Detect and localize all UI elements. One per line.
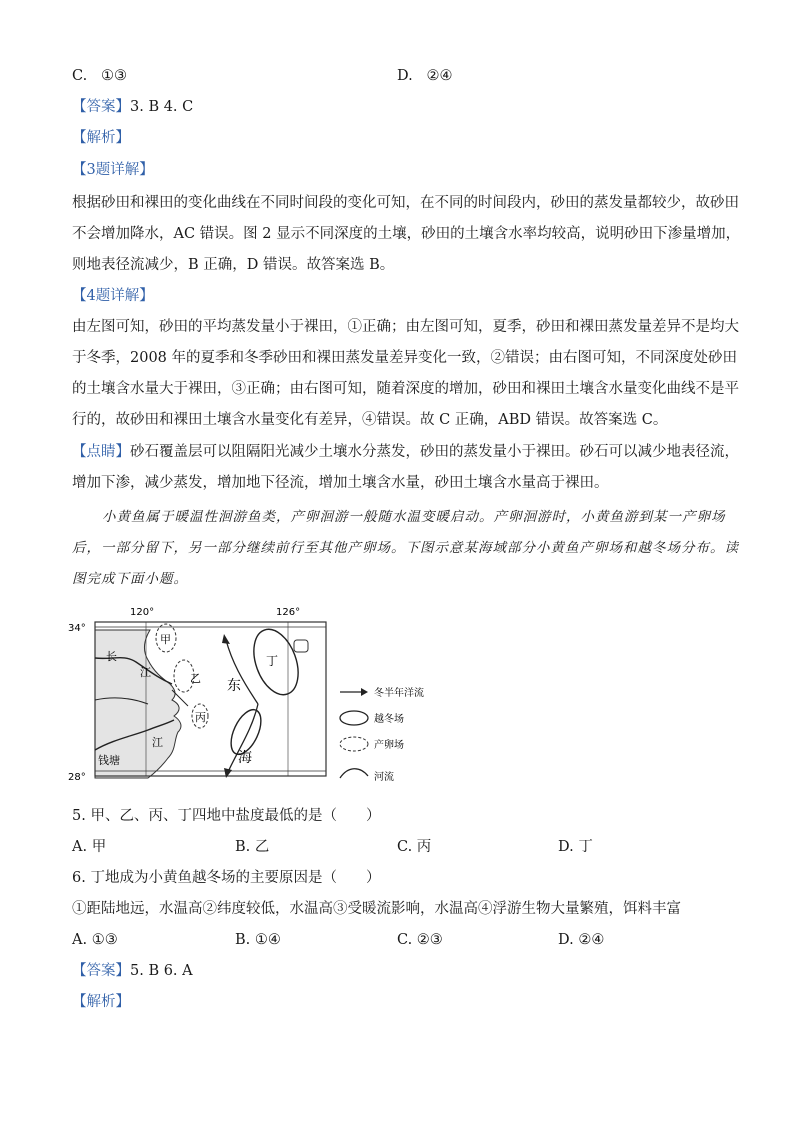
q6-option-a: A. ①③: [72, 932, 118, 948]
passage-line: 图完成下面小题。: [72, 571, 188, 587]
lat-28-label: 28°: [68, 772, 86, 783]
q5-stem: 5. 甲、乙、丙、丁四地中盐度最低的是（ ）: [72, 808, 381, 824]
qiantang-label-1: 钱塘: [98, 754, 120, 767]
q5-option-c: C. 丙: [397, 839, 432, 855]
legend-spawn: 产卵场: [374, 740, 404, 751]
q4-detail-line: 由左图可知，砂田的平均蒸发量小于裸田，①正确；由左图可知，夏季，砂田和裸田蒸发量差异不是均大: [72, 319, 739, 335]
q4-detail-line: 行的，故砂田和裸田土壤含水量变化有差异，④错误。故 C 正确，ABD 错误。故答案选 C。: [72, 412, 668, 428]
qiantang-label-2: 江: [152, 736, 163, 749]
q4-detail-line: 的土壤含水量大于裸田，③正确；由右图可知，随着深度的增加，砂田和裸田土壤含水量变化曲线不是平: [72, 381, 739, 397]
q5-option-b: B. 乙: [235, 839, 270, 855]
answer-line-2: 【答案】5. B 6. A: [72, 963, 193, 979]
yi-label: 乙: [190, 672, 201, 685]
island: [294, 640, 308, 652]
legend-current: 冬半年洋流: [374, 688, 424, 699]
passage-line: 后，一部分留下，另一部分继续前行至其他产卵场。下图示意某海域部分小黄鱼产卵场和越冬场分布。读: [72, 540, 739, 556]
changjiang-label-1: 长: [106, 650, 117, 663]
answer-line-1: 【答案】3. B 4. C: [72, 99, 194, 115]
q6-option-b: B. ①④: [235, 932, 281, 948]
lat-34-label: 34°: [68, 623, 86, 634]
ding-label: 丁: [266, 654, 279, 668]
fish-map-figure: [62, 600, 482, 800]
q2-option-d: D. ②④: [397, 68, 453, 84]
bing-label: 丙: [195, 711, 206, 724]
donghai-label-1: 东: [227, 678, 241, 694]
q6-stem: 6. 丁地成为小黄鱼越冬场的主要原因是（ ）: [72, 870, 381, 886]
q6-option-c: C. ②③: [397, 932, 443, 948]
q3-detail-line: 则地表径流减少，B 正确，D 错误。故答案选 B。: [72, 257, 395, 273]
legend-river: 河流: [374, 772, 394, 783]
dianjing-line: 【点睛】砂石覆盖层可以阻隔阳光减少土壤水分蒸发，砂田的蒸发量小于裸田。砂石可以减少地表径流，: [72, 444, 739, 460]
q3-detail-line: 不会增加降水，AC 错误。图 2 显示不同深度的土壤，砂田的土壤含水率均较高，说明砂田下渗量增加，: [72, 226, 741, 242]
q6-option-d: D. ②④: [558, 932, 605, 948]
changjiang-label-2: 江: [140, 666, 151, 679]
lon-126-label: 126°: [276, 607, 301, 618]
passage-line: 小黄鱼属于暖温性洄游鱼类，产卵洄游一般随水温变暖启动。产卵洄游时，小黄鱼游到某一产卵场: [102, 509, 726, 525]
jia-label: 甲: [160, 633, 171, 646]
q4-detail-label: 【4题详解】: [72, 288, 154, 304]
q5-option-d: D. 丁: [558, 839, 593, 855]
analysis-label-2: 【解析】: [72, 994, 130, 1010]
q6-statement: ①距陆地远，水温高②纬度较低，水温高③受暖流影响，水温高④浮游生物大量繁殖，饵料丰富: [72, 901, 681, 917]
legend-winter: 越冬场: [374, 714, 404, 725]
q2-option-c: C. ①③: [72, 68, 128, 84]
q3-detail-label: 【3题详解】: [72, 162, 154, 178]
q3-detail-line: 根据砂田和裸田的变化曲线在不同时间段的变化可知，在不同的时间段内，砂田的蒸发量都较少，故砂田: [72, 195, 739, 211]
analysis-label-1: 【解析】: [72, 130, 130, 146]
lon-120-label: 120°: [130, 607, 155, 618]
dianjing-line: 增加下渗，减少蒸发，增加地下径流，增加土壤含水量，砂田土壤含水量高于裸田。: [72, 475, 609, 491]
q5-option-a: A. 甲: [72, 839, 107, 855]
q4-detail-line: 于冬季，2008 年的夏季和冬季砂田和裸田蒸发量差异变化一致，②错误；由右图可知，不同深度处砂田: [72, 350, 738, 366]
donghai-label-2: 海: [238, 750, 252, 766]
